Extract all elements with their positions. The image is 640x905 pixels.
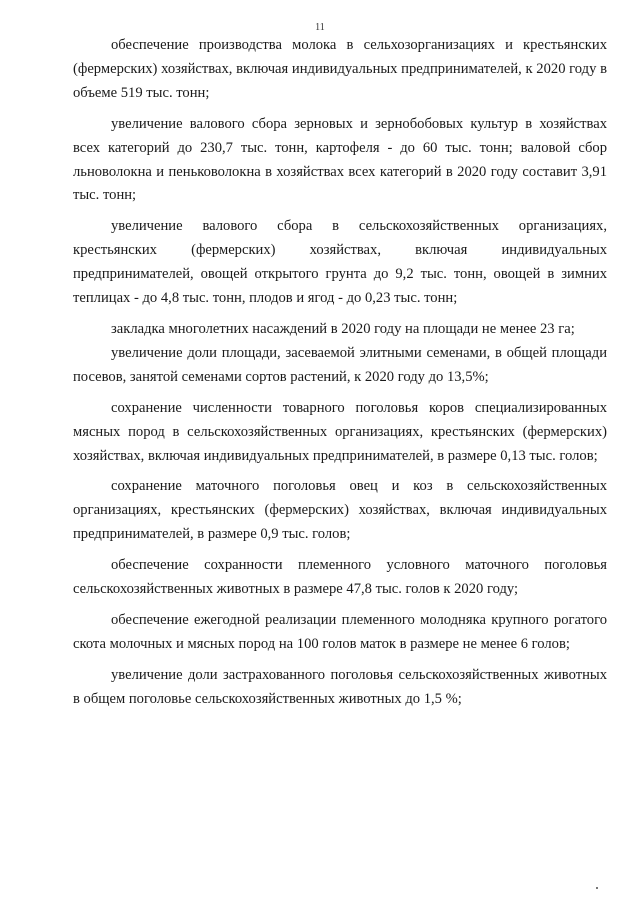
paragraph-perennial-plantings: закладка многолетних насаждений в 2020 году на площади не менее 23 га; [111, 320, 575, 337]
paragraph-young-cattle-sales: обеспечение ежегодной реализации племенного молодняка крупного рогатого скота молочных и мясных пород на 100 голов маток в размере не менее 6 голов; [73, 611, 607, 652]
paragraph-milk-production: обеспечение производства молока в сельхозорганизациях и крестьянских (фермерских) хозяйствах, включая индивидуальных предпринимателей, к 2020 году в объеме 519 тыс. тонн; [73, 37, 607, 101]
paragraph-elite-seeds: увеличение доли площади, засеваемой элитными семенами, в общей площади посевов, занятой семенами сортов растений, к 2020 году до 13,5%; [73, 344, 607, 385]
page-number: 11 [315, 22, 325, 33]
paragraph-vegetable-harvest: увеличение валового сбора в сельскохозяйственных организациях, крестьянских (фермерских) хозяйствах, включая индивидуальных предпринимателей, овощей открытого грунта до 9,2 тыс. тонн, овощей в зимних теплицах - до 4,8 тыс. тонн, плодов и ягод - до 0,23 тыс. тонн; [73, 218, 607, 307]
paragraph-sheep-goats: сохранение маточного поголовья овец и коз в сельскохозяйственных организациях, крестьянских (фермерских) хозяйствах, включая индивидуальных предпринимателей, в размере 0,9 тыс. голов; [73, 478, 607, 543]
paragraph-breeding-stock: обеспечение сохранности племенного условного маточного поголовья сельскохозяйственных животных в размере 47,8 тыс. голов к 2020 году; [73, 557, 607, 598]
scan-speck [596, 887, 598, 889]
document-body [73, 34, 607, 719]
paragraph-grain-harvest: увеличение валового сбора зерновых и зернобобовых культур в хозяйствах всех категорий до 230,7 тыс. тонн, картофеля - до 60 тыс. тонн; валовой сбор льноволокна и пеньковолокна в хозяйствах всех категорий в 2020 году составит 3,91 тыс. тонн; [73, 115, 607, 204]
paragraph-beef-cows: сохранение численности товарного поголовья коров специализированных мясных пород в сельскохозяйственных организациях, крестьянских (фермерских) хозяйствах, включая индивидуальных предпринимателей, в размере 0,13 тыс. голов; [73, 399, 607, 464]
paragraph-insured-livestock: увеличение доли застрахованного поголовья сельскохозяйственных животных в общем поголовье сельскохозяйственных животных до 1,5 %; [73, 666, 607, 707]
